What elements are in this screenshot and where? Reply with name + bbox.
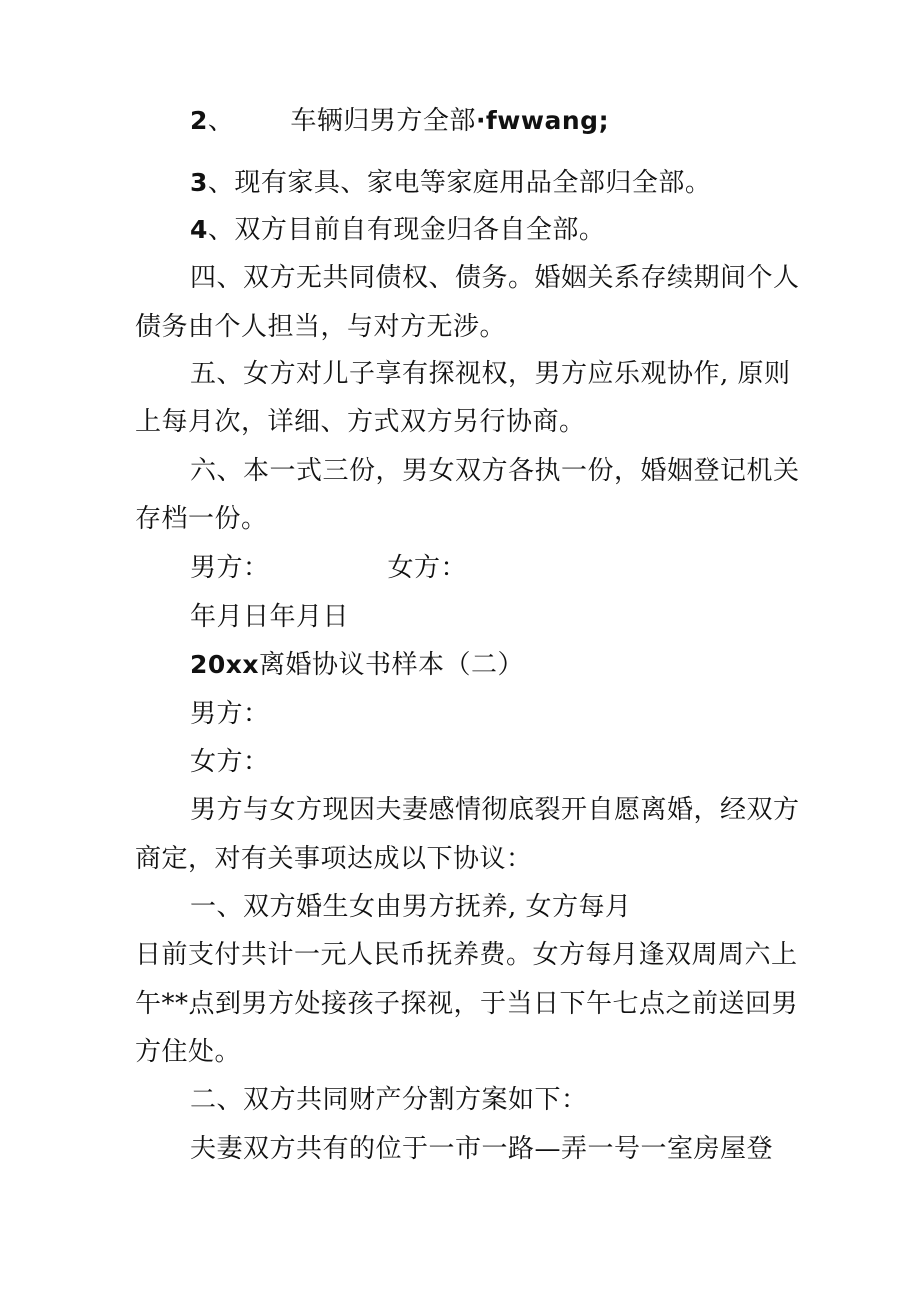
item-2 — [190, 104, 920, 138]
clause-2-line-2: 夫妻双方共有的位于一市一路—弄一号一室房屋登 — [190, 1134, 774, 1164]
item-2-text: 车辆归男方全部 — [290, 106, 476, 136]
item-3 — [190, 166, 920, 200]
item-2-number: 2 — [190, 106, 208, 135]
signature-female-label: 女方： — [387, 553, 468, 583]
party-female: 女方： — [190, 747, 270, 777]
paragraph-4-line-1: 四、双方无共同债权、债务。婚姻关系存续期间个人 — [190, 263, 800, 293]
paragraph-6-line-1: 六、本一式三份，男女双方各执一份，婚姻登记机关 — [190, 456, 800, 486]
item-3-number: 3 — [190, 168, 208, 197]
signature-date: 年月日年月日 — [190, 602, 350, 632]
intro-line-1: 男方与女方现因夫妻感情彻底裂开自愿离婚，经双方 — [190, 795, 800, 825]
sample-2-title — [190, 648, 920, 682]
clause-2-line-1: 二、双方共同财产分割方案如下： — [190, 1085, 588, 1115]
signature-male-label: 男方： — [190, 553, 270, 583]
item-4 — [190, 213, 920, 247]
item-4-number: 4 — [190, 215, 208, 244]
signature-line — [190, 551, 920, 585]
clause-1-line-2: 日前支付共计一元人民币抚养费。女方每月逢双周周六上 — [135, 940, 798, 970]
paragraph-5-line-1: 五、女方对儿子享有探视权，男方应乐观协作, 原则 — [190, 359, 791, 389]
sample-2-title-text: 离婚协议书样本（二） — [259, 650, 525, 680]
item-4-text: 、双方目前自有现金归各自全部。 — [207, 215, 606, 245]
paragraph-4-line-2: 债务由个人担当，与对方无涉。 — [135, 312, 507, 342]
intro-line-2: 商定，对有关事项达成以下协议： — [135, 844, 533, 874]
item-2-latin: ·fwwang; — [475, 106, 610, 135]
paragraph-5-line-2: 上每月次，详细、方式双方另行协商。 — [135, 407, 586, 437]
item-3-text: 、现有家具、家电等家庭用品全部归全部。 — [207, 168, 712, 198]
clause-1-line-4: 方住处。 — [135, 1037, 242, 1067]
clause-1-line-3: 午**点到男方处接孩子探视，于当日下午七点之前送回男 — [135, 989, 799, 1019]
sample-2-year: 20xx — [190, 650, 260, 679]
paragraph-6-line-2: 存档一份。 — [135, 504, 268, 534]
item-2-separator: 、 — [207, 106, 235, 136]
party-male: 男方： — [190, 699, 270, 729]
clause-1-line-1: 一、双方婚生女由男方抚养, 女方每月 — [190, 892, 632, 922]
